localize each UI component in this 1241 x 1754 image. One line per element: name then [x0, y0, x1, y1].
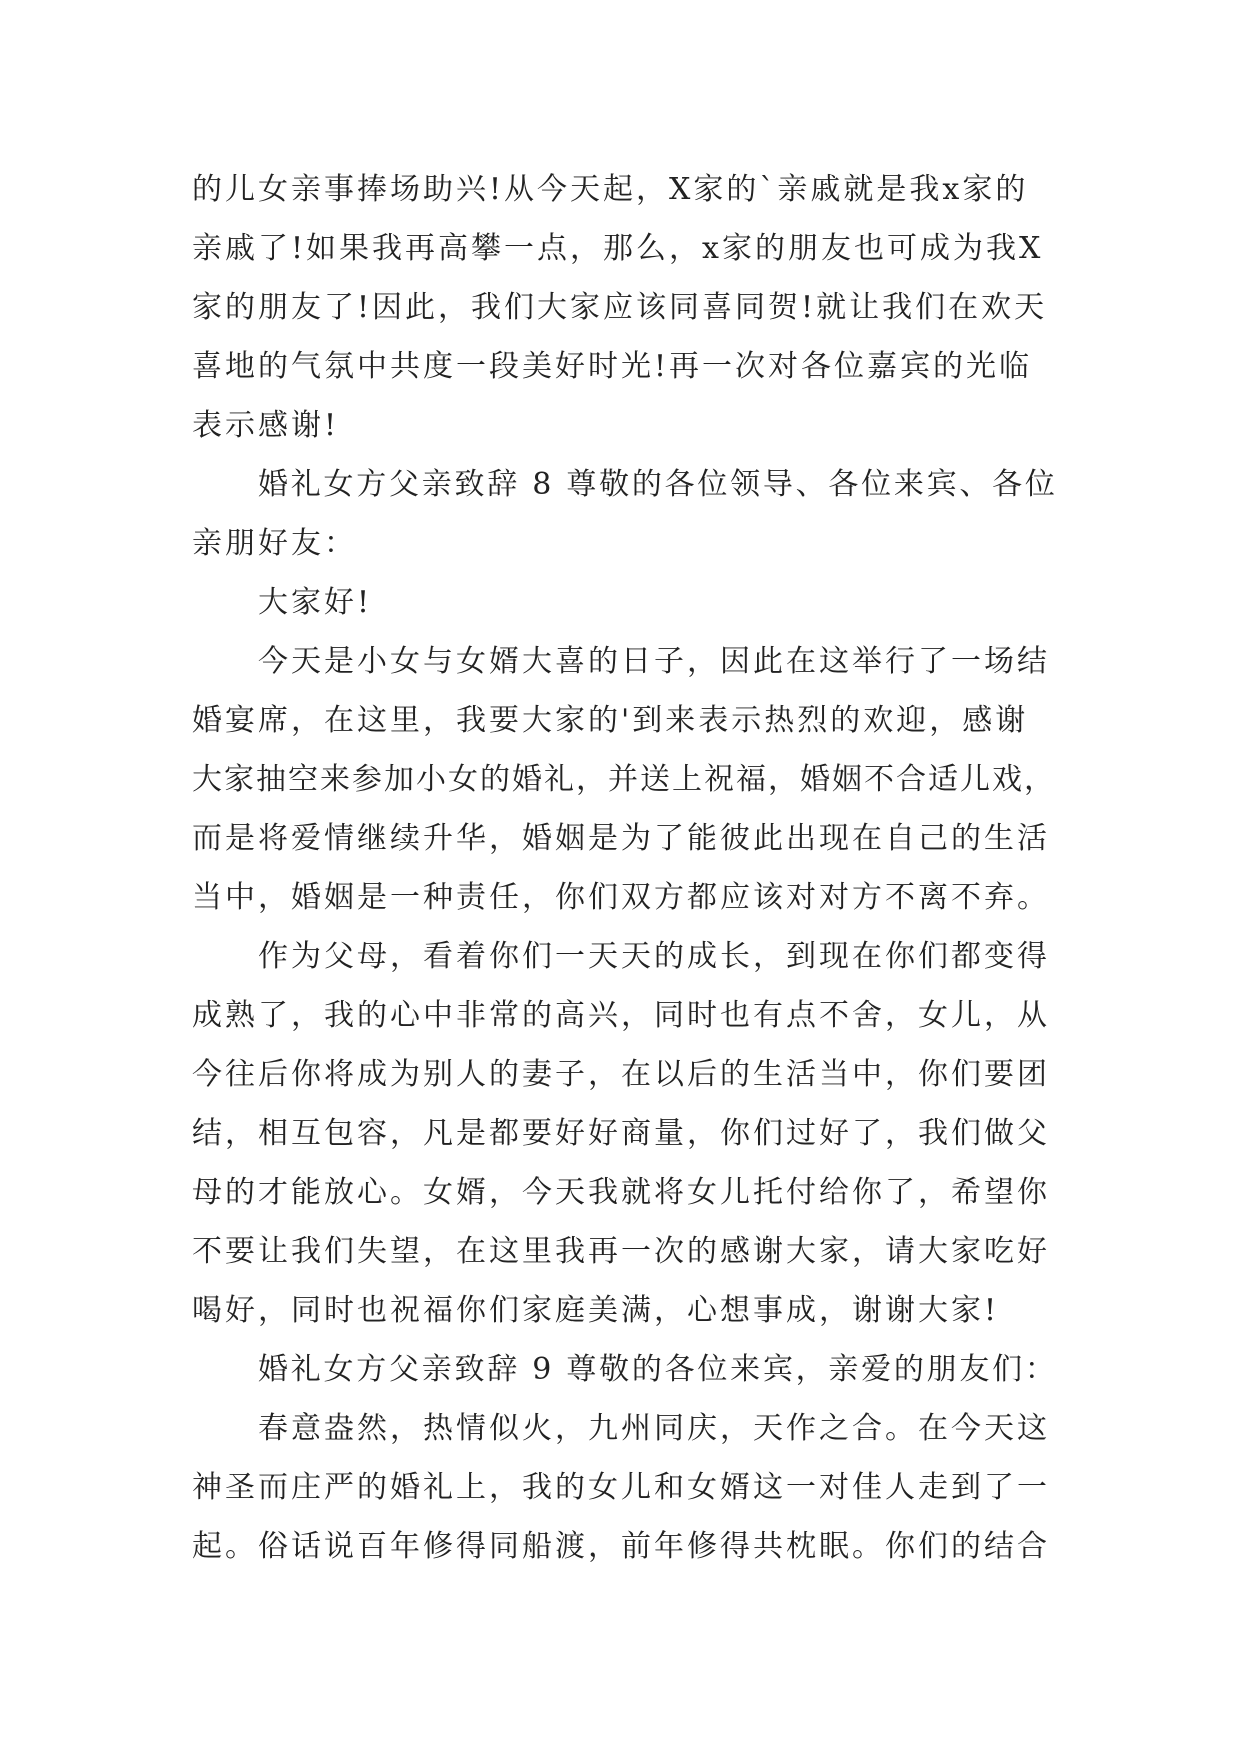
text-line: 而是将爱情继续升华，婚姻是为了能彼此出现在自己的生活 [192, 821, 1050, 856]
speech-heading-line: 婚礼女方父亲致辞 9 尊敬的各位来宾，亲爱的朋友们： [258, 1352, 1058, 1387]
text-line: 喝好，同时也祝福你们家庭美满，心想事成，谢谢大家! [192, 1293, 1000, 1328]
text-line: 婚宴席，在这里，我要大家的'到来表示热烈的欢迎，感谢 [192, 703, 1029, 738]
paragraph-start-line: 今天是小女与女婿大喜的日子，因此在这举行了一场结 [258, 644, 1050, 679]
text-line: 不要让我们失望，在这里我再一次的感谢大家，请大家吃好 [192, 1234, 1050, 1269]
text-line: 亲戚了!如果我再高攀一点，那么，x家的朋友也可成为我X [192, 231, 1044, 266]
document-body [192, 160, 1062, 1576]
speech-heading-line: 婚礼女方父亲致辞 8 尊敬的各位领导、各位来宾、各位 [258, 467, 1058, 502]
text-line: 结，相互包容，凡是都要好好商量，你们过好了，我们做父 [192, 1116, 1050, 1151]
text-line: 的儿女亲事捧场助兴!从今天起，X家的`亲戚就是我x家的 [192, 172, 1029, 207]
text-line: 家的朋友了!因此，我们大家应该同喜同贺!就让我们在欢天 [192, 290, 1048, 325]
text-line: 亲朋好友： [192, 526, 357, 561]
text-line: 当中，婚姻是一种责任，你们双方都应该对对方不离不弃。 [192, 880, 1050, 915]
text-line: 表示感谢! [192, 408, 340, 443]
paragraph-start-line: 春意盎然，热情似火，九州同庆，天作之合。在今天这 [258, 1411, 1050, 1446]
greeting-line: 大家好! [258, 585, 373, 620]
text-line: 今往后你将成为别人的妻子，在以后的生活当中，你们要团 [192, 1057, 1050, 1092]
paragraph-start-line: 作为父母，看着你们一天天的成长，到现在你们都变得 [258, 939, 1050, 974]
text-line: 大家抽空来参加小女的婚礼，并送上祝福，婚姻不合适儿戏， [192, 762, 1056, 797]
text-line: 神圣而庄严的婚礼上，我的女儿和女婿这一对佳人走到了一 [192, 1470, 1050, 1505]
text-line: 成熟了，我的心中非常的高兴，同时也有点不舍，女儿，从 [192, 998, 1050, 1033]
text-line: 喜地的气氛中共度一段美好时光!再一次对各位嘉宾的光临 [192, 349, 1033, 384]
text-line: 母的才能放心。女婿，今天我就将女儿托付给你了，希望你 [192, 1175, 1050, 1210]
text-line: 起。俗话说百年修得同船渡，前年修得共枕眠。你们的结合 [192, 1529, 1050, 1564]
